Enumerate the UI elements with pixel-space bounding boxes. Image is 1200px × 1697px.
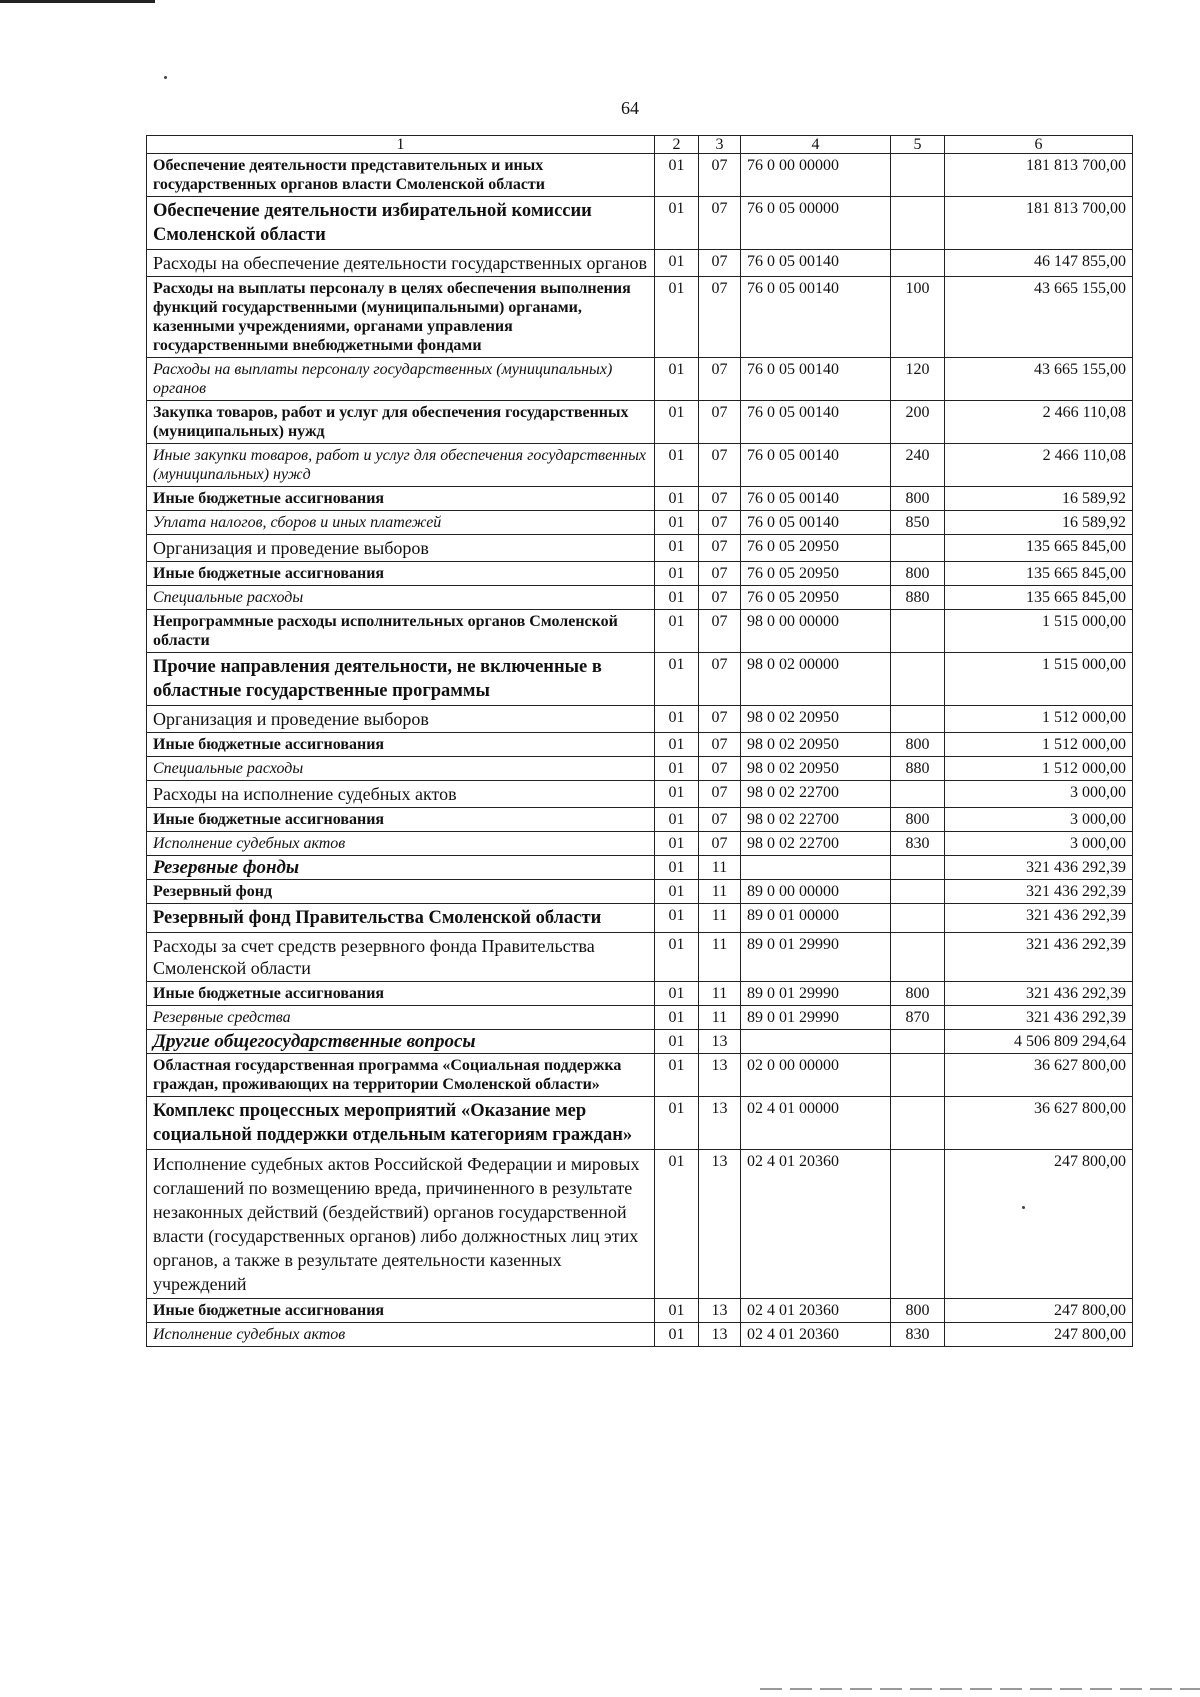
table-row [147,808,1133,832]
section-code-cell: 01 [655,982,699,1006]
row-name-cell: Областная государственная программа «Социальная поддержка граждан, проживающих на территории Смоленской области» [147,1054,655,1097]
table-row [147,904,1133,933]
section-code-cell: 01 [655,154,699,197]
expense-type-cell: 800 [891,982,945,1006]
subsection-code-cell: 07 [699,733,741,757]
target-article-cell: 02 4 01 20360 [741,1299,891,1323]
expense-type-cell [891,610,945,653]
expense-type-cell: 800 [891,808,945,832]
row-name-cell: Прочие направления деятельности, не включенные в областные государственные программы [147,653,655,706]
table-row [147,832,1133,856]
table-row [147,511,1133,535]
expense-type-cell: 870 [891,1006,945,1030]
section-code-cell: 01 [655,808,699,832]
budget-table-body [147,136,1133,1347]
expense-type-cell [891,1054,945,1097]
row-name-cell: Иные бюджетные ассигнования [147,808,655,832]
row-name-cell: Уплата налогов, сборов и иных платежей [147,511,655,535]
section-code-cell: 01 [655,706,699,733]
expense-type-cell: 200 [891,401,945,444]
target-article-cell: 89 0 01 00000 [741,904,891,933]
amount-cell: 247 800,00 [945,1323,1133,1347]
section-code-cell: 01 [655,1323,699,1347]
section-code-cell: 01 [655,511,699,535]
table-row [147,1054,1133,1097]
row-name-cell: Расходы на исполнение судебных актов [147,781,655,808]
section-code-cell: 01 [655,880,699,904]
table-row [147,1030,1133,1054]
expense-type-cell: 850 [891,511,945,535]
row-name-cell: Расходы на обеспечение деятельности государственных органов [147,250,655,277]
target-article-cell: 76 0 05 20950 [741,586,891,610]
expense-type-cell [891,904,945,933]
section-code-cell: 01 [655,1030,699,1054]
target-article-cell: 02 4 01 00000 [741,1097,891,1150]
subsection-code-cell: 11 [699,982,741,1006]
section-code-cell: 01 [655,1054,699,1097]
section-code-cell: 01 [655,856,699,880]
table-row [147,706,1133,733]
table-row [147,401,1133,444]
row-name-cell: Другие общегосударственные вопросы [147,1030,655,1054]
section-code-cell: 01 [655,277,699,358]
amount-cell: 135 665 845,00 [945,586,1133,610]
subsection-code-cell: 07 [699,250,741,277]
expense-type-cell: 800 [891,562,945,586]
expense-type-cell [891,154,945,197]
amount-cell: 321 436 292,39 [945,856,1133,880]
scan-edge-mark [0,0,155,3]
target-article-cell: 98 0 02 20950 [741,706,891,733]
section-code-cell: 01 [655,1299,699,1323]
target-article-cell: 76 0 05 00140 [741,487,891,511]
expense-type-cell [891,781,945,808]
table-row [147,982,1133,1006]
target-article-cell: 02 4 01 20360 [741,1323,891,1347]
section-code-cell: 01 [655,757,699,781]
amount-cell: 181 813 700,00 [945,154,1133,197]
row-name-cell: Расходы за счет средств резервного фонда Правительства Смоленской области [147,933,655,982]
table-row [147,1323,1133,1347]
table-row [147,856,1133,880]
amount-cell: 1 512 000,00 [945,733,1133,757]
expense-type-cell: 240 [891,444,945,487]
table-row [147,487,1133,511]
amount-cell: 321 436 292,39 [945,933,1133,982]
target-article-cell: 76 0 05 00140 [741,401,891,444]
subsection-code-cell: 13 [699,1054,741,1097]
target-article-cell: 98 0 02 22700 [741,832,891,856]
header-cell: 1 [147,136,655,154]
section-code-cell: 01 [655,832,699,856]
section-code-cell: 01 [655,487,699,511]
subsection-code-cell: 07 [699,511,741,535]
table-row [147,197,1133,250]
subsection-code-cell: 07 [699,154,741,197]
section-code-cell: 01 [655,1097,699,1150]
table-row [147,277,1133,358]
target-article-cell: 76 0 05 20950 [741,535,891,562]
row-name-cell: Резервный фонд Правительства Смоленской области [147,904,655,933]
expense-type-cell [891,880,945,904]
header-cell: 3 [699,136,741,154]
target-article-cell: 89 0 01 29990 [741,1006,891,1030]
row-name-cell: Иные бюджетные ассигнования [147,1299,655,1323]
table-header-row [147,136,1133,154]
expense-type-cell [891,1097,945,1150]
table-row [147,535,1133,562]
row-name-cell: Иные закупки товаров, работ и услуг для обеспечения государственных (муниципальных) нужд [147,444,655,487]
target-article-cell: 98 0 02 22700 [741,808,891,832]
subsection-code-cell: 07 [699,277,741,358]
amount-cell: 16 589,92 [945,511,1133,535]
table-row [147,880,1133,904]
target-article-cell: 98 0 02 20950 [741,757,891,781]
amount-cell: 247 800,00 [945,1150,1133,1299]
scan-speck [164,76,167,79]
subsection-code-cell: 13 [699,1150,741,1299]
row-name-cell: Иные бюджетные ассигнования [147,733,655,757]
target-article-cell: 98 0 02 20950 [741,733,891,757]
row-name-cell: Иные бюджетные ассигнования [147,487,655,511]
row-name-cell: Исполнение судебных актов [147,832,655,856]
subsection-code-cell: 07 [699,757,741,781]
header-cell: 6 [945,136,1133,154]
row-name-cell: Расходы на выплаты персоналу в целях обеспечения выполнения функций государственными (муниципальными) органами, казенными учреждениями, органами управления государственными внебюджетными фондами [147,277,655,358]
table-row [147,154,1133,197]
subsection-code-cell: 11 [699,880,741,904]
target-article-cell: 76 0 05 00140 [741,511,891,535]
expense-type-cell [891,856,945,880]
section-code-cell: 01 [655,733,699,757]
table-row [147,358,1133,401]
amount-cell: 2 466 110,08 [945,401,1133,444]
section-code-cell: 01 [655,197,699,250]
row-name-cell: Комплекс процессных мероприятий «Оказание мер социальной поддержки отдельным категориям граждан» [147,1097,655,1150]
subsection-code-cell: 07 [699,358,741,401]
header-cell: 5 [891,136,945,154]
subsection-code-cell: 07 [699,197,741,250]
expense-type-cell: 800 [891,733,945,757]
subsection-code-cell: 07 [699,781,741,808]
row-name-cell: Закупка товаров, работ и услуг для обеспечения государственных (муниципальных) нужд [147,401,655,444]
amount-cell: 181 813 700,00 [945,197,1133,250]
subsection-code-cell: 11 [699,856,741,880]
table-row [147,933,1133,982]
row-name-cell: Специальные расходы [147,757,655,781]
amount-cell: 321 436 292,39 [945,982,1133,1006]
expense-type-cell [891,653,945,706]
amount-cell: 3 000,00 [945,832,1133,856]
amount-cell: 3 000,00 [945,808,1133,832]
subsection-code-cell: 07 [699,706,741,733]
row-name-cell: Организация и проведение выборов [147,706,655,733]
amount-cell: 321 436 292,39 [945,1006,1133,1030]
row-name-cell: Резервные фонды [147,856,655,880]
target-article-cell: 76 0 05 00140 [741,277,891,358]
section-code-cell: 01 [655,401,699,444]
header-cell: 4 [741,136,891,154]
subsection-code-cell: 11 [699,933,741,982]
budget-table [146,135,1133,1347]
table-row [147,1150,1133,1299]
expense-type-cell: 830 [891,1323,945,1347]
target-article-cell: 02 4 01 20360 [741,1150,891,1299]
amount-cell: 4 506 809 294,64 [945,1030,1133,1054]
target-article-cell: 89 0 01 29990 [741,982,891,1006]
target-article-cell: 76 0 00 00000 [741,154,891,197]
subsection-code-cell: 07 [699,535,741,562]
expense-type-cell [891,1150,945,1299]
row-name-cell: Иные бюджетные ассигнования [147,982,655,1006]
target-article-cell: 02 0 00 00000 [741,1054,891,1097]
amount-cell: 43 665 155,00 [945,358,1133,401]
section-code-cell: 01 [655,358,699,401]
subsection-code-cell: 07 [699,562,741,586]
target-article-cell: 98 0 02 22700 [741,781,891,808]
expense-type-cell [891,197,945,250]
section-code-cell: 01 [655,653,699,706]
section-code-cell: 01 [655,1006,699,1030]
row-name-cell: Резервные средства [147,1006,655,1030]
subsection-code-cell: 13 [699,1030,741,1054]
table-row [147,733,1133,757]
target-article-cell: 76 0 05 00140 [741,358,891,401]
scan-edge-mark [760,1688,1200,1690]
amount-cell: 46 147 855,00 [945,250,1133,277]
subsection-code-cell: 07 [699,401,741,444]
amount-cell: 2 466 110,08 [945,444,1133,487]
table-row [147,781,1133,808]
expense-type-cell [891,535,945,562]
section-code-cell: 01 [655,933,699,982]
subsection-code-cell: 07 [699,487,741,511]
subsection-code-cell: 11 [699,1006,741,1030]
expense-type-cell [891,250,945,277]
expense-type-cell: 800 [891,487,945,511]
table-row [147,586,1133,610]
header-cell: 2 [655,136,699,154]
amount-cell: 321 436 292,39 [945,880,1133,904]
row-name-cell: Исполнение судебных актов Российской Федерации и мировых соглашений по возмещению вреда, причиненного в результате незаконных действий (бездействий) органов государственной власти (государственных органов) либо должностных лиц этих органов, а также в результате деятельности казенных учреждений [147,1150,655,1299]
row-name-cell: Обеспечение деятельности представительных и иных государственных органов власти Смоленской области [147,154,655,197]
target-article-cell: 76 0 05 00140 [741,444,891,487]
table-row [147,250,1133,277]
subsection-code-cell: 11 [699,904,741,933]
row-name-cell: Обеспечение деятельности избирательной комиссии Смоленской области [147,197,655,250]
row-name-cell: Исполнение судебных актов [147,1323,655,1347]
table-row [147,562,1133,586]
amount-cell: 135 665 845,00 [945,535,1133,562]
expense-type-cell: 800 [891,1299,945,1323]
section-code-cell: 01 [655,562,699,586]
target-article-cell: 98 0 00 00000 [741,610,891,653]
row-name-cell: Иные бюджетные ассигнования [147,562,655,586]
row-name-cell: Непрограммные расходы исполнительных органов Смоленской области [147,610,655,653]
section-code-cell: 01 [655,586,699,610]
expense-type-cell: 120 [891,358,945,401]
table-row [147,444,1133,487]
row-name-cell: Организация и проведение выборов [147,535,655,562]
expense-type-cell: 100 [891,277,945,358]
row-name-cell: Резервный фонд [147,880,655,904]
target-article-cell: 89 0 01 29990 [741,933,891,982]
target-article-cell [741,856,891,880]
subsection-code-cell: 13 [699,1323,741,1347]
target-article-cell: 98 0 02 00000 [741,653,891,706]
subsection-code-cell: 13 [699,1299,741,1323]
table-row [147,610,1133,653]
amount-cell: 1 515 000,00 [945,653,1133,706]
subsection-code-cell: 07 [699,610,741,653]
amount-cell: 135 665 845,00 [945,562,1133,586]
expense-type-cell: 880 [891,586,945,610]
target-article-cell: 76 0 05 20950 [741,562,891,586]
section-code-cell: 01 [655,250,699,277]
section-code-cell: 01 [655,610,699,653]
section-code-cell: 01 [655,535,699,562]
target-article-cell: 89 0 00 00000 [741,880,891,904]
table-row [147,653,1133,706]
amount-cell: 16 589,92 [945,487,1133,511]
expense-type-cell [891,933,945,982]
table-row [147,757,1133,781]
subsection-code-cell: 07 [699,586,741,610]
amount-cell: 1 515 000,00 [945,610,1133,653]
expense-type-cell: 830 [891,832,945,856]
amount-cell: 247 800,00 [945,1299,1133,1323]
row-name-cell: Специальные расходы [147,586,655,610]
section-code-cell: 01 [655,781,699,808]
table-row [147,1097,1133,1150]
expense-type-cell [891,706,945,733]
amount-cell: 1 512 000,00 [945,706,1133,733]
section-code-cell: 01 [655,1150,699,1299]
table-row [147,1006,1133,1030]
subsection-code-cell: 07 [699,653,741,706]
amount-cell: 3 000,00 [945,781,1133,808]
subsection-code-cell: 07 [699,832,741,856]
subsection-code-cell: 07 [699,444,741,487]
subsection-code-cell: 07 [699,808,741,832]
section-code-cell: 01 [655,444,699,487]
amount-cell: 43 665 155,00 [945,277,1133,358]
target-article-cell: 76 0 05 00140 [741,250,891,277]
row-name-cell: Расходы на выплаты персоналу государственных (муниципальных) органов [147,358,655,401]
target-article-cell [741,1030,891,1054]
amount-cell: 1 512 000,00 [945,757,1133,781]
expense-type-cell [891,1030,945,1054]
amount-cell: 36 627 800,00 [945,1054,1133,1097]
subsection-code-cell: 13 [699,1097,741,1150]
amount-cell: 321 436 292,39 [945,904,1133,933]
table-row [147,1299,1133,1323]
amount-cell: 36 627 800,00 [945,1097,1133,1150]
expense-type-cell: 880 [891,757,945,781]
section-code-cell: 01 [655,904,699,933]
target-article-cell: 76 0 05 00000 [741,197,891,250]
page-number: 64 [621,98,639,118]
